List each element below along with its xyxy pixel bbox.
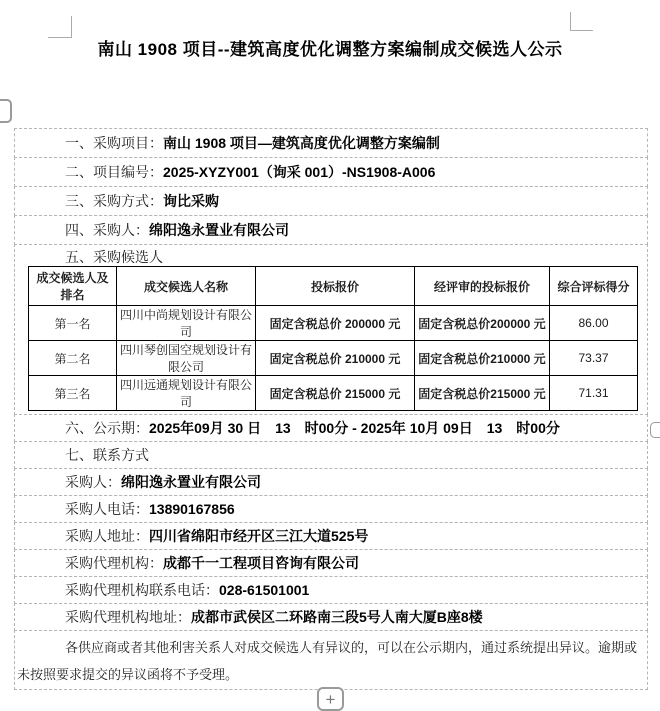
section-purchaser-label: 四、采购人： [65,222,149,238]
contact-label: 采购人地址： [65,528,149,544]
contact-label: 采购人电话： [65,501,149,517]
contact-value: 四川省绵阳市经开区三江大道525号 [149,528,369,544]
contact-purchaser-address [14,522,648,550]
left-edge-button[interactable] [0,99,12,123]
publicity-label: 六、公示期： [65,420,149,436]
cell-name: 四川远通规划设计有限公司 [117,376,256,411]
section-purchaser [14,215,648,245]
candidates-table [28,266,638,411]
section-number-value: 2025-XYZY001（询采 001）-NS1908-A006 [163,164,436,180]
corner-mark-top-right [570,12,593,31]
cell-bid-price: 固定含税总价 215000 元 [256,376,415,411]
section-method-label: 三、采购方式： [65,193,163,209]
section-purchaser-value: 绵阳逸永置业有限公司 [149,222,289,238]
cell-reviewed-price: 固定含税总价215000 元 [415,376,550,411]
contact-agency-phone [14,576,648,604]
document-body [14,128,648,690]
contact-heading: 七、联系方式 [65,447,149,463]
section-method [14,186,648,216]
section-project-label: 一、采购项目： [65,135,163,151]
table-row [29,306,638,341]
cell-bid-price: 固定含税总价 200000 元 [256,306,415,341]
cell-score: 86.00 [550,306,638,341]
section-method-value: 询比采购 [163,193,219,209]
page-title: 南山 1908 项目--建筑高度优化调整方案编制成交候选人公示 [97,40,563,59]
publicity-value: 2025年09月 30 日 13 时00分 - 2025年 10月 09日 13 时00分 [149,420,560,436]
section-number-label: 二、项目编号： [65,164,163,180]
objection-notice: 各供应商或者其他利害关系人对成交候选人有异议的，可以在公示期内，通过系统提出异议。逾期或未按照要求提交的异议函将不予受理。 [14,630,648,690]
cell-reviewed-price: 固定含税总价210000 元 [415,341,550,376]
contact-value: 绵阳逸永置业有限公司 [121,474,261,490]
section-publicity-period [14,414,648,442]
section-candidates [14,244,648,415]
contact-agency [14,549,648,577]
contact-purchaser [14,468,648,496]
col-header-rank: 成交候选人及排名 [29,267,117,306]
section-project [14,128,648,158]
cell-score: 73.37 [550,341,638,376]
section-project-value: 南山 1908 项目—建筑高度优化调整方案编制 [163,135,440,151]
contact-value: 成都市武侯区二环路南三段5号人南大厦B座8楼 [191,609,483,625]
cell-reviewed-price: 固定含税总价200000 元 [415,306,550,341]
contact-value: 13890167856 [149,501,235,517]
contact-label: 采购代理机构： [65,555,163,571]
section-number [14,157,648,187]
cell-name: 四川琴创国空规划设计有限公司 [117,341,256,376]
contact-label: 采购代理机构地址： [65,609,191,625]
contact-agency-address [14,603,648,631]
table-row [29,341,638,376]
contact-label: 采购代理机构联系电话： [65,582,219,598]
table-row [29,376,638,411]
col-header-name: 成交候选人名称 [117,267,256,306]
add-button[interactable]: + [317,687,344,711]
candidates-heading: 五、采购候选人 [65,248,163,265]
cell-rank: 第三名 [29,376,117,411]
cell-bid-price: 固定含税总价 210000 元 [256,341,415,376]
contact-purchaser-phone [14,495,648,523]
right-edge-button[interactable] [650,422,660,438]
col-header-bid-price: 投标报价 [256,267,415,306]
contact-value: 028-61501001 [219,582,310,598]
col-header-reviewed-price: 经评审的投标报价 [415,267,550,306]
cell-rank: 第二名 [29,341,117,376]
col-header-score: 综合评标得分 [550,267,638,306]
cell-rank: 第一名 [29,306,117,341]
cell-name: 四川中尚规划设计有限公司 [117,306,256,341]
contact-value: 成都千一工程项目咨询有限公司 [163,555,359,571]
table-header-row [29,267,638,306]
section-contact-heading [14,441,648,469]
contact-label: 采购人： [65,474,121,490]
cell-score: 71.31 [550,376,638,411]
